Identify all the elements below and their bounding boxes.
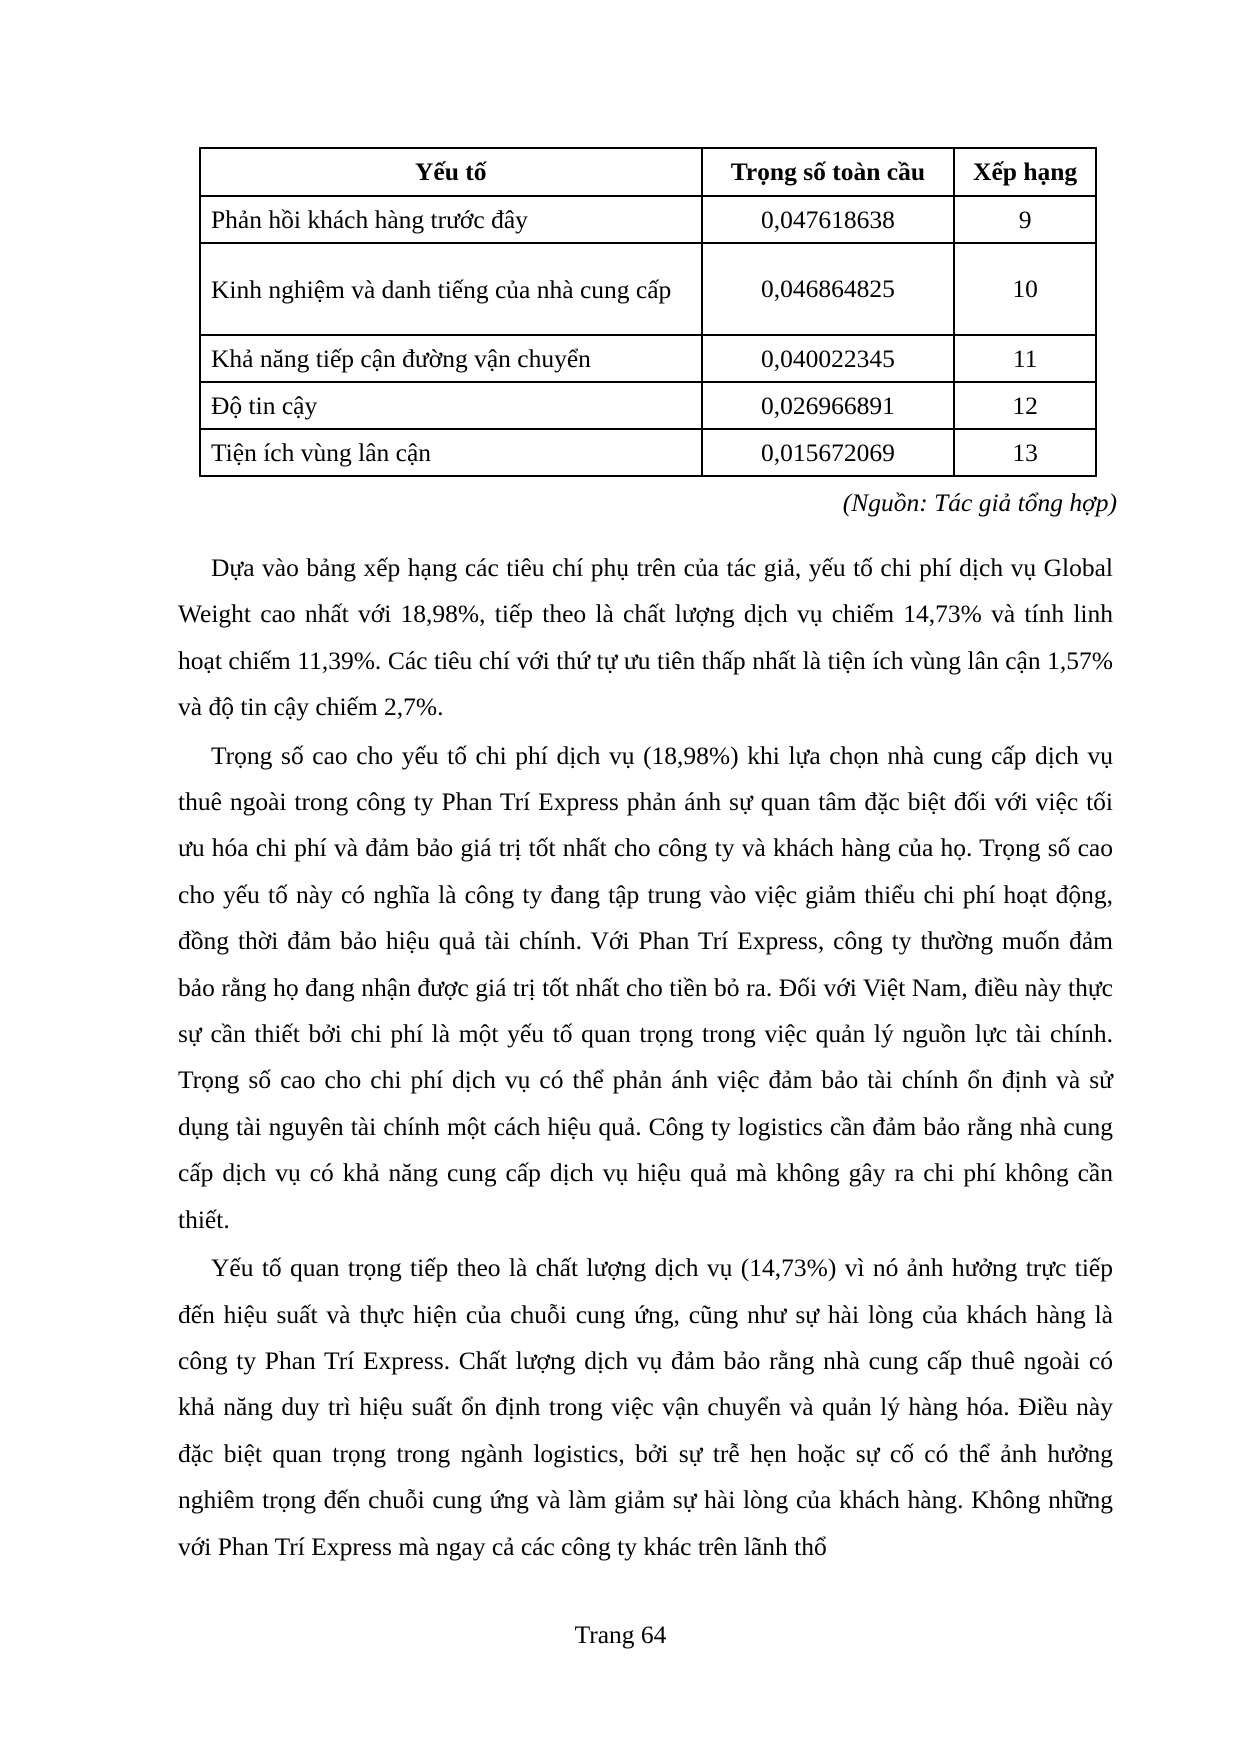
page-number: Trang 64 xyxy=(574,1620,667,1649)
cell-weight: 0,046864825 xyxy=(702,243,955,335)
header-rank: Xếp hạng xyxy=(954,148,1096,196)
cell-rank: 9 xyxy=(954,196,1096,243)
cell-factor: Tiện ích vùng lân cận xyxy=(200,429,702,476)
paragraph: Dựa vào bảng xếp hạng các tiêu chí phụ trên của tác giả, yếu tố chi phí dịch vụ Global Weight cao nhất với 18,98%, tiếp theo là chất lượng dịch vụ chiếm 14,73% và tính linh hoạt chiếm 11,39%. Các tiêu chí với thứ tự ưu tiên thấp nhất là tiện ích vùng lân cận 1,57% và độ tin cậy chiếm 2,7%. xyxy=(178,553,1113,722)
header-global-weight: Trọng số toàn cầu xyxy=(702,148,955,196)
cell-factor: Phản hồi khách hàng trước đây xyxy=(200,196,702,243)
cell-weight: 0,047618638 xyxy=(702,196,955,243)
cell-rank: 10 xyxy=(954,243,1096,335)
table-source-note: (Nguồn: Tác giả tổng hợp) xyxy=(842,488,1117,517)
header-factor: Yếu tố xyxy=(200,148,702,196)
cell-factor: Khả năng tiếp cận đường vận chuyển xyxy=(200,335,702,382)
cell-rank: 12 xyxy=(954,382,1096,429)
paragraph: Trọng số cao cho yếu tố chi phí dịch vụ (18,98%) khi lựa chọn nhà cung cấp dịch vụ thuê ngoài trong công ty Phan Trí Express phản ánh sự quan tâm đặc biệt đối với việc tối ưu hóa chi phí và đảm bảo giá trị tốt nhất cho công ty và khách hàng của họ. Trọng số cao cho yếu tố này có nghĩa là công ty đang tập trung vào việc giảm thiểu chi phí hoạt động, đồng thời đảm bảo hiệu quả tài chính. Với Phan Trí Express, công ty thường muốn đảm bảo rằng họ đang nhận được giá trị tốt nhất cho tiền bỏ ra. Đối với Việt Nam, điều này thực sự cần thiết bởi chi phí là một yếu tố quan trọng trong việc quản lý nguồn lực tài chính. Trọng số cao cho chi phí dịch vụ có thể phản ánh việc đảm bảo tài chính ổn định và sử dụng tài nguyên tài chính một cách hiệu quả. Công ty logistics cần đảm bảo rằng nhà cung cấp dịch vụ có khả năng cung cấp dịch vụ hiệu quả mà không gây ra chi phí không cần thiết. xyxy=(178,740,1113,1234)
cell-factor: Độ tin cậy xyxy=(200,382,702,429)
cell-factor: Kinh nghiệm và danh tiếng của nhà cung cấp xyxy=(200,243,702,335)
criteria-ranking-table xyxy=(199,147,1097,477)
paragraph: Yếu tố quan trọng tiếp theo là chất lượng dịch vụ (14,73%) vì nó ảnh hưởng trực tiếp đến hiệu suất và thực hiện của chuỗi cung ứng, cũng như sự hài lòng của khách hàng là công ty Phan Trí Express. Chất lượng dịch vụ đảm bảo rằng nhà cung cấp thuê ngoài có khả năng duy trì hiệu suất ổn định trong việc vận chuyển và quản lý hàng hóa. Điều này đặc biệt quan trọng trong ngành logistics, bởi sự trễ hẹn hoặc sự cố có thể ảnh hưởng nghiêm trọng đến chuỗi cung ứng và làm giảm sự hài lòng của khách hàng. Không những với Phan Trí Express mà ngay cả các công ty khác trên lãnh thổ xyxy=(178,1253,1113,1561)
table-row xyxy=(200,196,1096,243)
body-text xyxy=(178,545,1113,1572)
table-row xyxy=(200,335,1096,382)
cell-weight: 0,026966891 xyxy=(702,382,955,429)
table-row xyxy=(200,243,1096,335)
table-row xyxy=(200,382,1096,429)
cell-weight: 0,015672069 xyxy=(702,429,955,476)
cell-rank: 11 xyxy=(954,335,1096,382)
cell-weight: 0,040022345 xyxy=(702,335,955,382)
cell-rank: 13 xyxy=(954,429,1096,476)
table-row xyxy=(200,429,1096,476)
table-header-row xyxy=(200,148,1096,196)
